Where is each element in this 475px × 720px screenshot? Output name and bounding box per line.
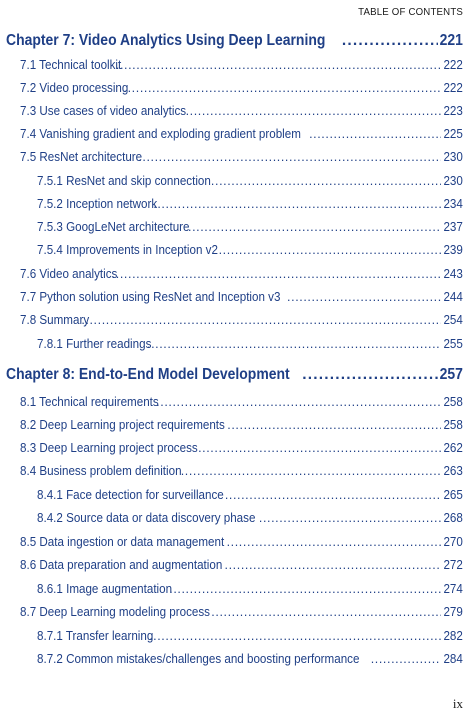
entry-page-number: 225 [443, 127, 463, 141]
dot-leader [211, 174, 441, 188]
toc-subentry[interactable] [37, 511, 463, 525]
toc-subentry[interactable] [37, 243, 463, 257]
entry-title: 7.5.1 ResNet and skip connection [37, 174, 211, 188]
entry-page-number: 274 [443, 582, 463, 596]
entry-title: 8.1 Technical requirements [20, 395, 159, 409]
entry-title: 8.5 Data ingestion or data management [20, 535, 225, 549]
entry-title: 7.8.1 Further readings [37, 337, 152, 351]
entry-title: 7.2 Video processing [20, 81, 129, 95]
toc-chapter[interactable] [6, 32, 463, 50]
dot-leader [188, 220, 441, 234]
running-head: TABLE OF CONTENTS [358, 6, 463, 18]
toc-entry[interactable] [20, 313, 463, 327]
toc-entry[interactable] [20, 150, 463, 164]
entry-page-number: 284 [443, 652, 463, 666]
dot-leader [138, 150, 441, 164]
toc-entry[interactable] [20, 290, 463, 304]
dot-leader [342, 32, 438, 50]
chapter-title: Chapter 8: End-to-End Model Development [6, 366, 290, 383]
toc-subentry[interactable] [37, 582, 463, 596]
dot-leader [227, 535, 442, 549]
entry-title: 7.4 Vanishing gradient and exploding gradient problem [20, 127, 301, 141]
entry-page-number: 282 [443, 629, 463, 643]
toc-entry[interactable] [20, 127, 463, 141]
toc-entry[interactable] [20, 58, 463, 72]
entry-page-number: 268 [443, 511, 463, 525]
dot-leader [186, 104, 442, 118]
entry-title: 8.6 Data preparation and augmentation [20, 558, 223, 572]
chapter-page-number: 257 [439, 366, 463, 383]
entry-title: 8.3 Deep Learning project process [20, 441, 198, 455]
entry-page-number: 230 [443, 174, 463, 188]
dot-leader [225, 488, 441, 502]
toc-subentry[interactable] [37, 629, 463, 643]
entry-title: 7.5.4 Improvements in Inception v2 [37, 243, 218, 257]
entry-page-number: 254 [443, 313, 463, 327]
dot-leader [225, 558, 442, 572]
toc-subentry[interactable] [37, 174, 463, 188]
entry-title: 7.5.3 GoogLeNet architecture [37, 220, 190, 234]
entry-title: 8.4.2 Source data or data discovery phase [37, 511, 256, 525]
entry-title: 8.7 Deep Learning modeling process [20, 605, 210, 619]
chapter-title: Chapter 7: Video Analytics Using Deep Learning [6, 32, 326, 49]
toc-entry[interactable] [20, 464, 463, 478]
entry-page-number: 222 [443, 58, 463, 72]
toc-entry[interactable] [20, 535, 463, 549]
entry-title: 8.2 Deep Learning project requirements [20, 418, 225, 432]
entry-page-number: 230 [443, 150, 463, 164]
entry-title: 8.7.1 Transfer learning [37, 629, 154, 643]
entry-title: 7.8 Summary [20, 313, 90, 327]
dot-leader [302, 366, 438, 384]
entry-page-number: 272 [443, 558, 463, 572]
dot-leader [287, 290, 441, 304]
dot-leader [112, 267, 441, 281]
entry-page-number: 239 [443, 243, 463, 257]
entry-title: 8.4 Business problem definition [20, 464, 182, 478]
entry-page-number: 258 [443, 395, 463, 409]
toc-chapter[interactable] [6, 366, 463, 384]
dot-leader [116, 58, 441, 72]
toc-subentry[interactable] [37, 488, 463, 502]
dot-leader [81, 313, 441, 327]
entry-title: 7.3 Use cases of video analytics [20, 104, 187, 118]
entry-page-number: 234 [443, 197, 463, 211]
dot-leader [198, 441, 441, 455]
dot-leader [147, 337, 441, 351]
toc-entry[interactable] [20, 104, 463, 118]
entry-page-number: 279 [443, 605, 463, 619]
entry-page-number: 258 [443, 418, 463, 432]
entry-page-number: 243 [443, 267, 463, 281]
dot-leader [124, 81, 442, 95]
dot-leader [149, 629, 441, 643]
entry-title: 7.7 Python solution using ResNet and Inception v3 [20, 290, 281, 304]
dot-leader [211, 605, 441, 619]
entry-page-number: 263 [443, 464, 463, 478]
entry-title: 7.5.2 Inception network [37, 197, 158, 211]
dot-leader [227, 418, 441, 432]
entry-title: 8.7.2 Common mistakes/challenges and boosting performance [37, 652, 360, 666]
entry-page-number: 244 [443, 290, 463, 304]
entry-page-number: 265 [443, 488, 463, 502]
chapter-page-number: 221 [439, 32, 463, 49]
dot-leader [156, 395, 441, 409]
toc-subentry[interactable] [37, 337, 463, 351]
entry-page-number: 237 [443, 220, 463, 234]
entry-page-number: 270 [443, 535, 463, 549]
entry-title: 7.1 Technical toolkit [20, 58, 122, 72]
entry-title: 7.5 ResNet architecture [20, 150, 143, 164]
toc-subentry[interactable] [37, 197, 463, 211]
dot-leader [169, 582, 441, 596]
toc-entry[interactable] [20, 605, 463, 619]
dot-leader [219, 243, 442, 257]
dot-leader [259, 511, 441, 525]
toc-entry[interactable] [20, 395, 463, 409]
dot-leader [153, 197, 441, 211]
entry-page-number: 262 [443, 441, 463, 455]
toc-entry[interactable] [20, 558, 463, 572]
toc-entry[interactable] [20, 418, 463, 432]
page-folio: ix [452, 696, 463, 711]
toc-subentry[interactable] [37, 220, 463, 234]
entry-page-number: 222 [443, 81, 463, 95]
toc-subentry[interactable] [37, 652, 463, 666]
toc-entry[interactable] [20, 441, 463, 455]
entry-title: 8.6.1 Image augmentation [37, 582, 173, 596]
dot-leader [181, 464, 441, 478]
dot-leader [371, 652, 441, 666]
entry-page-number: 255 [443, 337, 463, 351]
entry-page-number: 223 [443, 104, 463, 118]
entry-title: 7.6 Video analytics [20, 267, 118, 281]
dot-leader [309, 127, 441, 141]
toc-entry[interactable] [20, 267, 463, 281]
entry-title: 8.4.1 Face detection for surveillance [37, 488, 224, 502]
toc-entry[interactable] [20, 81, 463, 95]
